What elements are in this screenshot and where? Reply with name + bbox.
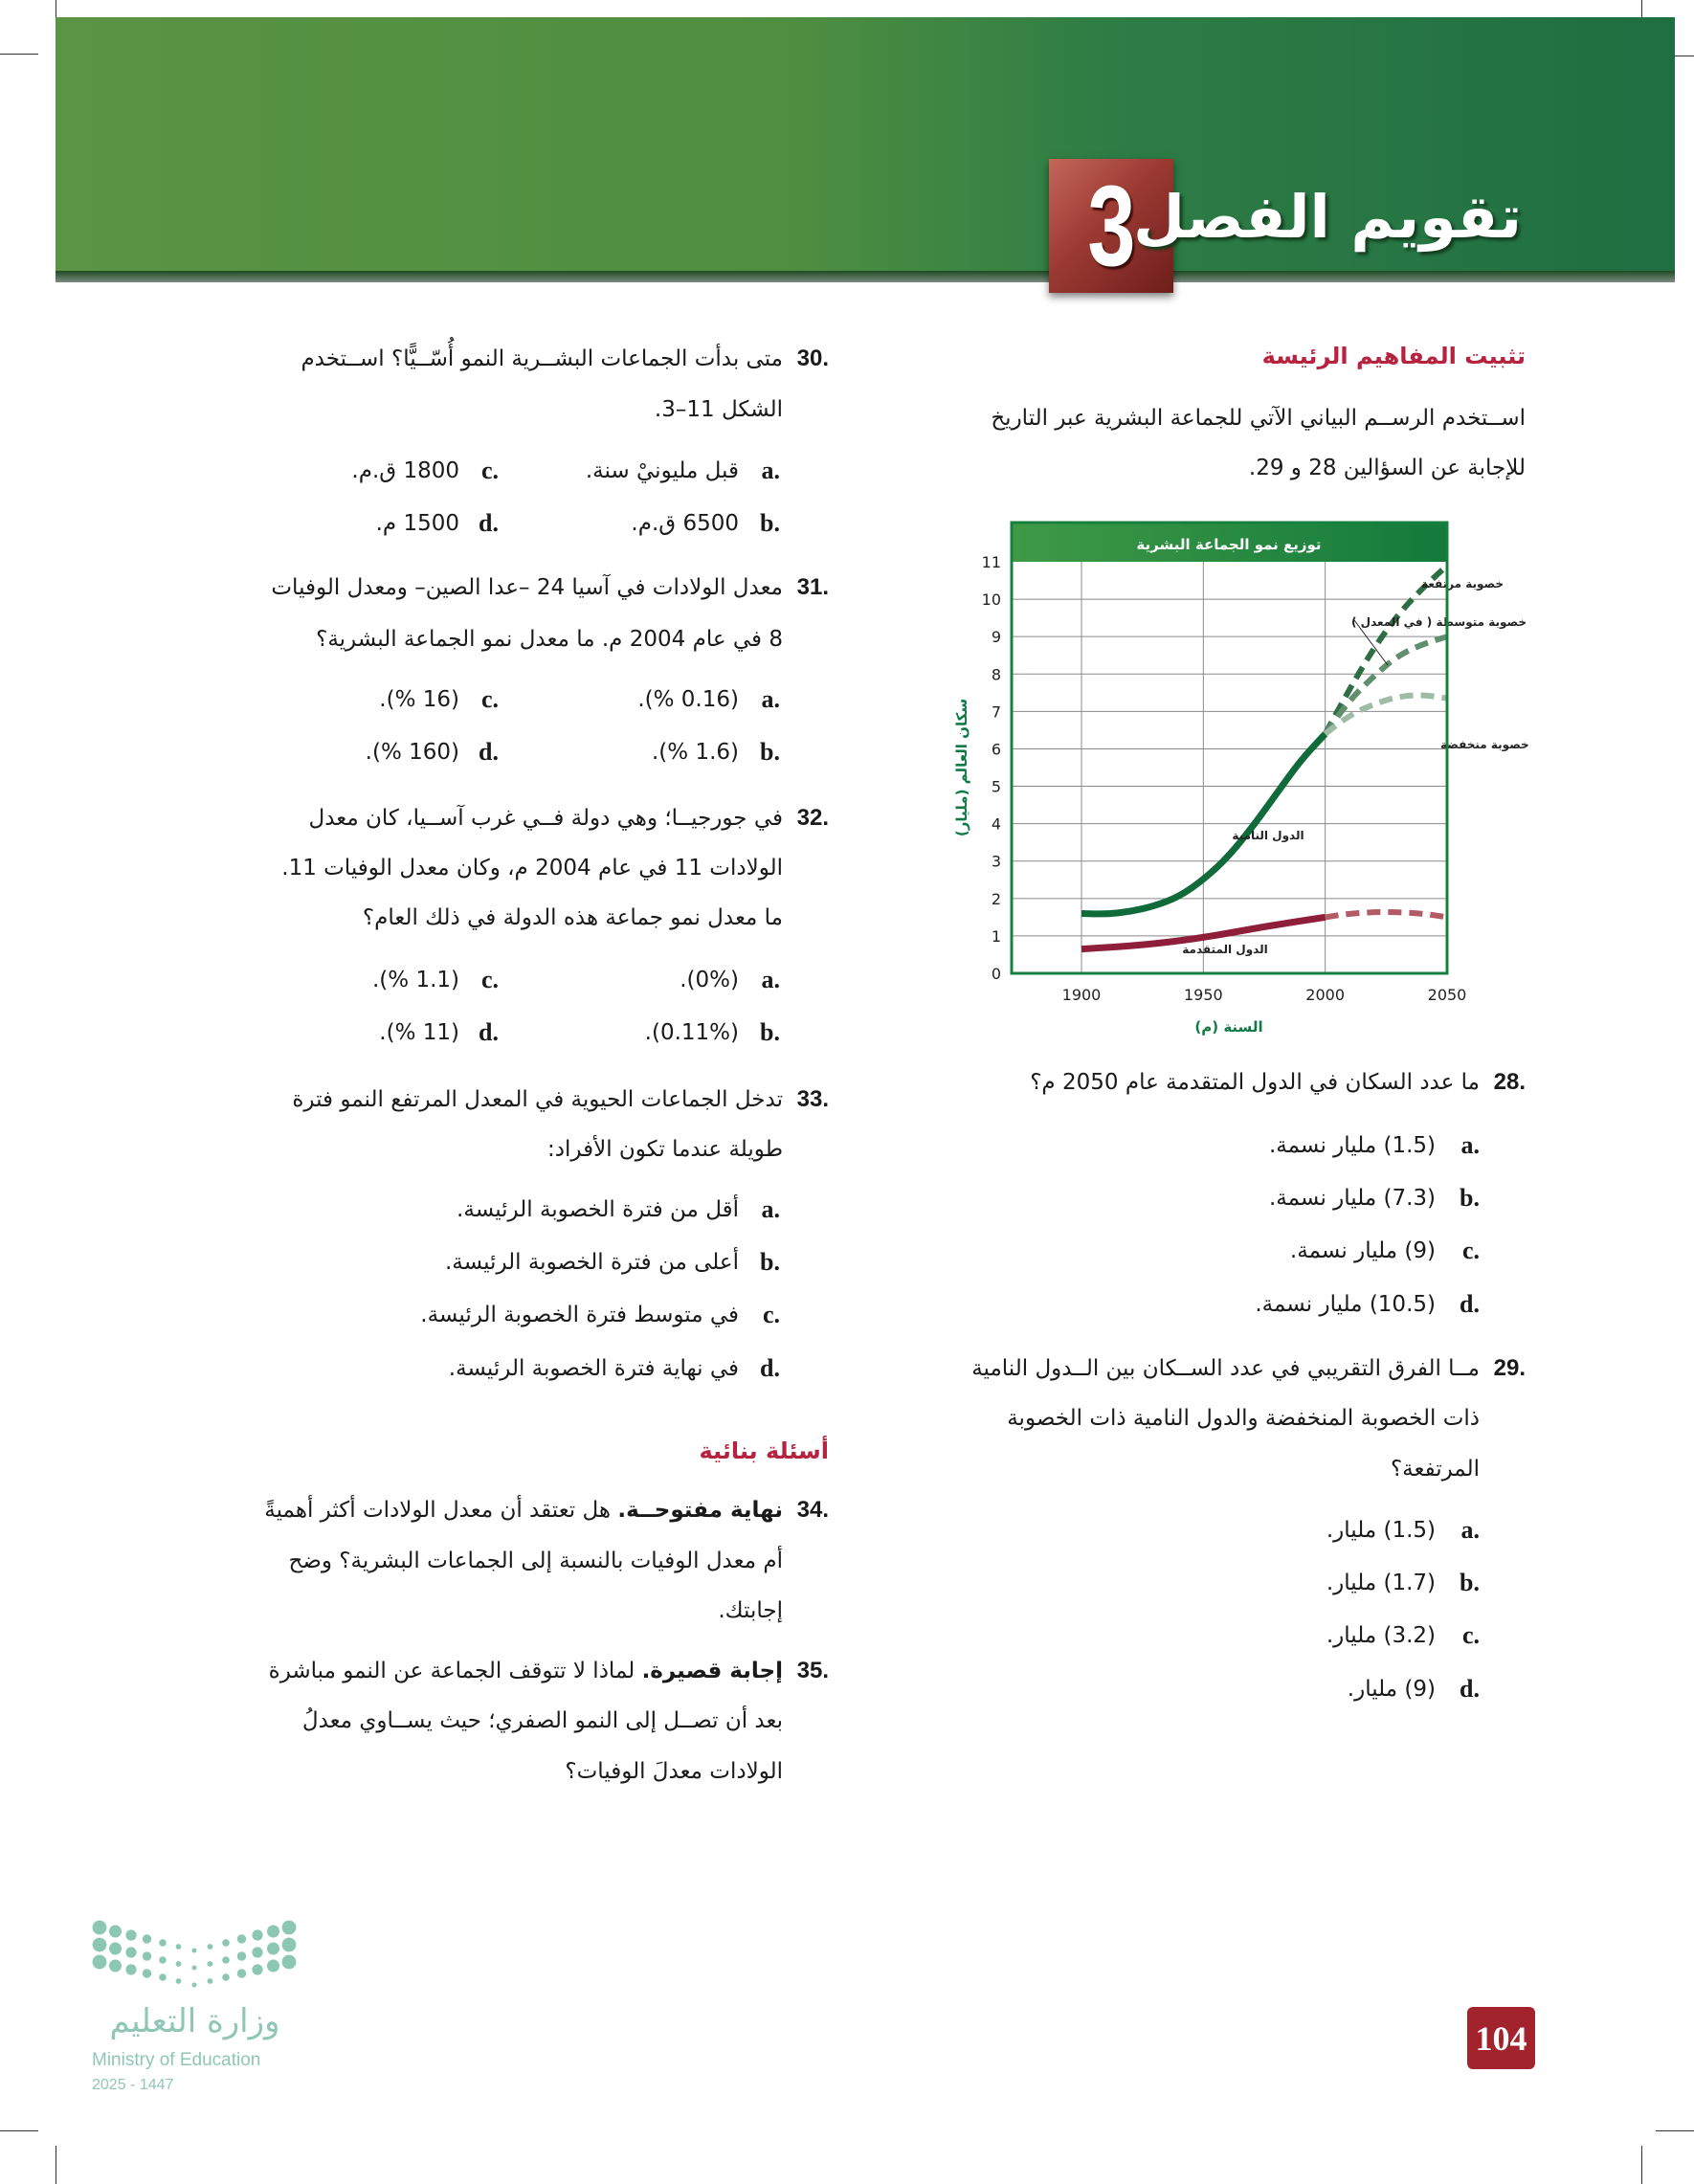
answer-option-d-text[interactable]: (11 %). (379, 1020, 459, 1045)
answer-option-b-label[interactable]: b. (760, 738, 780, 766)
question-text: إجابتك. (718, 1598, 783, 1623)
answer-option-a-text[interactable]: أقل من فترة الخصوبة الرئيسة. (457, 1197, 739, 1222)
logo-dot (252, 1929, 262, 1940)
answer-option-c-label[interactable]: c. (1461, 1621, 1480, 1649)
answer-option-d-text[interactable]: (9) مليار. (1347, 1677, 1436, 1702)
logo-dot (237, 1951, 246, 1960)
crop-mark (0, 2130, 38, 2131)
logo-dot (282, 1921, 297, 1935)
y-tick-label: 9 (991, 628, 1001, 647)
logo-dot (109, 1960, 122, 1972)
logo-dot (143, 1969, 151, 1977)
question-text: طويلة عندما تكون الأفراد: (547, 1137, 783, 1162)
series-label: الدول المتقدمة (1182, 943, 1268, 956)
y-axis-title: سكان العالم (مليار) (953, 698, 970, 837)
answer-option-c-label[interactable]: c. (480, 966, 499, 993)
logo-dot (208, 1944, 213, 1950)
logo-dot (125, 1929, 136, 1940)
answer-option-d-label[interactable]: d. (760, 1354, 780, 1382)
intro-line: للإجابة عن السؤالين 28 و 29. (1248, 456, 1526, 480)
logo-dot (143, 1951, 151, 1960)
question-text: ما معدل نمو جماعة هذه الدولة في ذلك العام؟ (362, 905, 783, 930)
answer-option-b-label[interactable]: b. (760, 1248, 780, 1276)
answer-option-a-text[interactable]: (0%). (680, 968, 739, 992)
question-text: في جورجيــا؛ وهي دولة فــي غرب آســيا، كان معدل (308, 806, 783, 831)
series-label: خصوبة منخفضة (1440, 738, 1529, 751)
logo-dot (222, 1939, 230, 1947)
question-text: مــا الفرق التقريبي في عدد الســكان بين الــدول النامية (971, 1356, 1480, 1381)
logo-dot (267, 1960, 279, 1972)
section-heading-constructive-questions: أسئلة بنائية (699, 1437, 829, 1464)
logo-dot (159, 1973, 167, 1981)
answer-option-d-text[interactable]: (10.5) مليار نسمة. (1255, 1292, 1436, 1317)
question-text: معدل الولادات في آسيا 24 –عدا الصين– ومعدل الوفيات (271, 575, 783, 600)
y-tick-label: 2 (991, 889, 1001, 908)
logo-dot (192, 1983, 197, 1988)
logo-dot (282, 1955, 297, 1970)
answer-option-b-text[interactable]: (1.6 %). (651, 740, 739, 765)
logo-dot (176, 1978, 182, 1984)
question-text: الولادات معدلَ الوفيات؟ (565, 1759, 783, 1784)
section-heading-key-concepts: تثبيت المفاهيم الرئيسة (1261, 343, 1526, 369)
ministry-name-english: Ministry of Education (92, 2050, 261, 2070)
academic-years: 2025 - 1447 (92, 2077, 174, 2093)
page-title: تقويم الفصل (1133, 182, 1522, 252)
question-text: الولادات 11 في عام 2004 م، وكان معدل الوفيات 11. (281, 856, 783, 880)
answer-option-c-label[interactable]: c. (480, 457, 499, 484)
question-text: ذات الخصوبة المنخفضة والدول النامية ذات الخصوبة (1007, 1406, 1480, 1431)
answer-option-b-text[interactable]: (0.11%). (644, 1020, 739, 1045)
answer-option-b-text[interactable]: (7.3) مليار نسمة. (1268, 1186, 1436, 1211)
question-text-segment: هل تعتقد أن معدل الولادات أكثر أهميةً (264, 1498, 618, 1523)
ministry-logo-dots-icon (92, 1916, 298, 1993)
logo-dot (93, 1938, 107, 1952)
answer-option-a-label[interactable]: a. (761, 1195, 780, 1223)
question-text: تدخل الجماعات الحيوية في المعدل المرتفع النمو فترة (292, 1087, 783, 1112)
intro-line: اســتخدم الرســم البياني الآتي للجماعة البشرية عبر التاريخ (991, 406, 1526, 431)
question-text-segment: لماذا لا تتوقف الجماعة عن النمو مباشرة (268, 1659, 642, 1683)
answer-option-b-label[interactable]: b. (760, 1018, 780, 1046)
answer-option-a-label[interactable]: a. (761, 457, 780, 484)
logo-dot (252, 1964, 262, 1974)
x-tick-label: 1900 (1061, 986, 1102, 1004)
logo-dot (222, 1973, 230, 1981)
answer-option-a-label[interactable]: a. (761, 685, 780, 713)
question-type-label: نهاية مفتوحــة. (617, 1498, 783, 1523)
question-text: بعد أن تصــل إلى النمو الصفري؛ حيث يســاوي معدلُ (301, 1708, 783, 1733)
header-shadow (56, 271, 1675, 282)
answer-option-a-label[interactable]: a. (1460, 1131, 1480, 1159)
x-tick-label: 2000 (1305, 986, 1346, 1004)
crop-mark (1656, 2130, 1694, 2131)
y-tick-label: 3 (991, 852, 1001, 871)
question-text: ما عدد السكان في الدول المتقدمة عام 2050 م؟ (1030, 1070, 1480, 1095)
logo-dot (267, 1926, 279, 1938)
answer-option-c-text[interactable]: 1800 ق.م. (351, 458, 459, 483)
answer-option-b-label[interactable]: b. (760, 509, 780, 537)
logo-dot (109, 1943, 122, 1955)
answer-option-d-text[interactable]: (160 %). (365, 740, 459, 765)
logo-dot (109, 1926, 122, 1938)
crop-mark (0, 54, 38, 55)
answer-option-a-text[interactable]: (1.5) مليار. (1326, 1518, 1436, 1543)
answer-option-c-label[interactable]: c. (762, 1301, 780, 1328)
answer-option-b-label[interactable]: b. (1460, 1184, 1480, 1212)
logo-dot (252, 1947, 262, 1957)
answer-option-d-label[interactable]: d. (479, 738, 499, 766)
logo-dot (143, 1934, 151, 1943)
page-number: 104 (1467, 2007, 1535, 2069)
crop-mark (1641, 2146, 1642, 2184)
answer-option-d-label[interactable]: d. (479, 1018, 499, 1046)
logo-dot (93, 1955, 107, 1970)
series-label: خصوبة متوسطة ( في المعدل ) (1351, 615, 1527, 629)
logo-dot (208, 1961, 213, 1967)
answer-option-c-text[interactable]: في متوسط فترة الخصوبة الرئيسة. (420, 1303, 739, 1327)
question-text: 8 في عام 2004 م. ما معدل نمو الجماعة البشرية؟ (316, 627, 783, 652)
logo-dot (93, 1921, 107, 1935)
answer-option-c-text[interactable]: (1.1 %). (371, 968, 459, 992)
answer-option-d-label[interactable]: d. (479, 509, 499, 537)
series-label: الدول النامية (1232, 829, 1304, 842)
y-tick-label: 5 (991, 777, 1001, 796)
y-tick-label: 0 (991, 965, 1001, 983)
question-number: 32. (796, 805, 829, 831)
y-tick-label: 8 (991, 665, 1001, 684)
question-number: 35. (796, 1658, 829, 1683)
logo-dot (267, 1943, 279, 1955)
logo-dot (176, 1961, 182, 1967)
answer-option-b-label[interactable]: b. (1460, 1569, 1480, 1596)
question-text (269, 1657, 783, 1685)
question-type-label: إجابة قصيرة. (641, 1659, 783, 1683)
answer-option-a-text[interactable]: قبل مليونيْ سنة. (585, 458, 739, 483)
question-text: المرتفعة؟ (1390, 1457, 1480, 1482)
logo-dot (176, 1944, 182, 1950)
series-label: خصوبة مرتفعة (1421, 577, 1505, 591)
population-growth-chart (938, 507, 1529, 1043)
question-text (264, 1496, 783, 1525)
answer-option-d-label[interactable]: d. (1460, 1675, 1480, 1703)
answer-option-b-text[interactable]: (1.7) مليار. (1326, 1571, 1436, 1595)
answer-option-d-text[interactable]: في نهاية فترة الخصوبة الرئيسة. (448, 1356, 739, 1381)
logo-dot (192, 1949, 197, 1953)
logo-dot (222, 1956, 230, 1964)
answer-option-c-label[interactable]: c. (480, 685, 499, 713)
answer-option-a-text[interactable]: (0.16 %). (637, 687, 739, 712)
question-number: 34. (796, 1497, 829, 1523)
y-tick-label: 7 (991, 702, 1001, 722)
ministry-logo (92, 1916, 312, 2107)
y-tick-label: 4 (991, 814, 1001, 834)
answer-option-a-label[interactable]: a. (1460, 1516, 1480, 1544)
y-tick-label: 11 (981, 553, 1001, 571)
x-tick-label: 2050 (1427, 986, 1467, 1004)
question-number: 28. (1493, 1069, 1526, 1095)
question-text: متى بدأت الجماعات البشــرية النمو أُسّــيًّا؟ اســتخدم (301, 346, 783, 371)
y-tick-label: 6 (991, 740, 1001, 759)
question-number: 31. (796, 574, 829, 600)
y-tick-label: 10 (981, 591, 1001, 610)
logo-dot (125, 1964, 136, 1974)
logo-dot (237, 1969, 246, 1977)
answer-option-b-text[interactable]: أعلى من فترة الخصوبة الرئيسة. (444, 1250, 739, 1275)
answer-option-a-text[interactable]: (1.5) مليار نسمة. (1268, 1133, 1436, 1158)
chapter-number: 3 (1086, 162, 1136, 290)
logo-dot (192, 1966, 197, 1971)
logo-dot (282, 1938, 297, 1952)
answer-option-d-label[interactable]: d. (1460, 1290, 1480, 1318)
answer-option-c-text[interactable]: (3.2) مليار. (1326, 1623, 1436, 1648)
logo-dot (159, 1939, 167, 1947)
logo-dot (237, 1934, 246, 1943)
x-tick-label: 1950 (1183, 986, 1223, 1004)
question-text: أم معدل الوفيات بالنسبة إلى الجماعات البشرية؟ وضح (288, 1549, 783, 1573)
logo-dot (159, 1956, 167, 1964)
y-tick-label: 1 (991, 926, 1001, 946)
question-number: 33. (796, 1086, 829, 1112)
question-text: الشكل 11–3. (654, 397, 783, 422)
logo-dot (208, 1978, 213, 1984)
answer-option-c-text[interactable]: (16 %). (379, 687, 459, 712)
logo-dot (125, 1947, 136, 1957)
chart-title: توزيع نمو الجماعة البشرية (1136, 536, 1322, 553)
x-axis-title: السنة (م) (1194, 1018, 1263, 1036)
ministry-name-arabic: وزارة التعليم (109, 2002, 280, 2040)
answer-option-a-label[interactable]: a. (761, 966, 780, 993)
answer-option-c-text[interactable]: (9) مليار نسمة. (1289, 1238, 1436, 1263)
answer-option-b-text[interactable]: 6500 ق.م. (631, 511, 739, 536)
answer-option-d-text[interactable]: 1500 م. (375, 511, 459, 536)
question-number: 30. (796, 345, 829, 371)
question-number: 29. (1493, 1355, 1526, 1381)
answer-option-c-label[interactable]: c. (1461, 1237, 1480, 1264)
